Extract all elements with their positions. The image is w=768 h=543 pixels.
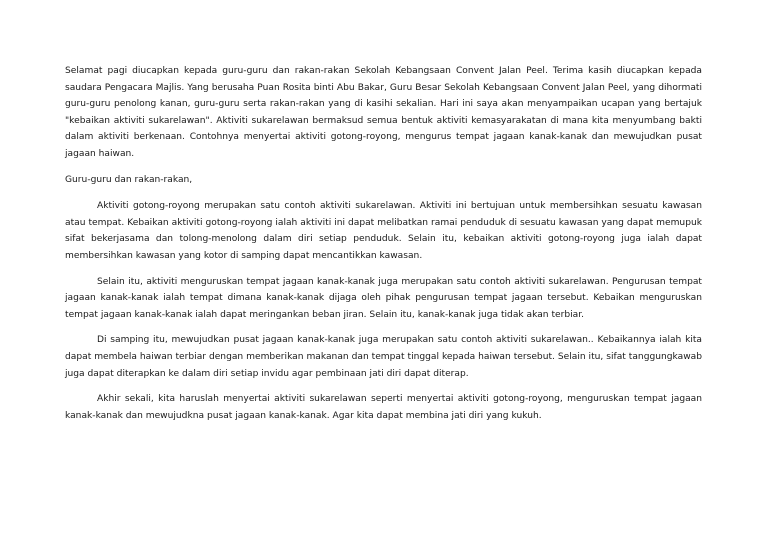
body-paragraph-animal-shelter: Di samping itu, mewujudkan pusat jagaan kanak-kanak juga merupakan satu contoh aktiviti sukarelawan.. Kebaikannya ialah kita dapat membela haiwan terbiar dengan memberikan makanan dan tempat tinggal kepada haiwan tersebut. Selain itu, sifat tanggungkawab juga dapat diterapkan ke dalam diri setiap invidu agar pembinaan jati diri dapat diterap. — [65, 335, 702, 379]
speech-document — [65, 63, 702, 433]
body-paragraph-gotong-royong: Aktiviti gotong-royong merupakan satu contoh aktiviti sukarelawan. Aktiviti ini bertujuan untuk membersihkan sesuatu kawasan atau tempat. Kebaikan aktiviti gotong-royong ialah aktiviti ini dapat melibatkan ramai penduduk di sesuatu kawasan yang dapat memupuk sifat bekerjasama dan tolong-menolong dalam diri setiap penduduk. Selain itu, kebaikan aktiviti gotong-royong juga ialah dapat membersihkan kawasan yang kotor di samping dapat mencantikkan kawasan. — [65, 201, 702, 261]
closing-paragraph: Akhir sekali, kita haruslah menyertai aktiviti sukarelawan seperti menyertai aktiviti gotong-royong, menguruskan tempat jagaan kanak-kanak dan mewujudkna pusat jagaan kanak-kanak. Agar kita dapat membina jati diri yang kukuh. — [65, 394, 702, 421]
body-paragraph-child-care: Selain itu, aktiviti menguruskan tempat jagaan kanak-kanak juga merupakan satu contoh aktiviti sukarelawan. Pengurusan tempat jagaan kanak-kanak ialah tempat dimana kanak-kanak dijaga oleh pihak pengurusan tempat jagaan tersebut. Kebaikan menguruskan tempat jagaan kanak-kanak ialah dapat meringankan beban jiran. Selain itu, kanak-kanak juga tidak akan terbiar. — [65, 276, 702, 320]
opening-paragraph: Selamat pagi diucapkan kepada guru-guru dan rakan-rakan Sekolah Kebangsaan Convent Jalan Peel. Terima kasih diucapkan kepada saudara Pengacara Majlis. Yang berusaha Puan Rosita binti Abu Bakar, Guru Besar Sekolah Kebangsaan Convent Jalan Peel, yang dihormati guru-guru penolong kanan, guru-guru serta rakan-rakan yang di kasihi sekalian. Hari ini saya akan menyampaikan ucapan yang bertajuk "kebaikan aktiviti sukarelawan". Aktiviti sukarelawan bermaksud semua bentuk aktiviti kemasyarakatan di mana kita menyumbang bakti dalam aktiviti berkenaan. Contohnya menyertai aktiviti gotong-royong, mengurus tempat jagaan kanak-kanak dan mewujudkan pusat jagaan haiwan. — [65, 66, 702, 159]
salutation: Guru-guru dan rakan-rakan, — [65, 174, 193, 185]
